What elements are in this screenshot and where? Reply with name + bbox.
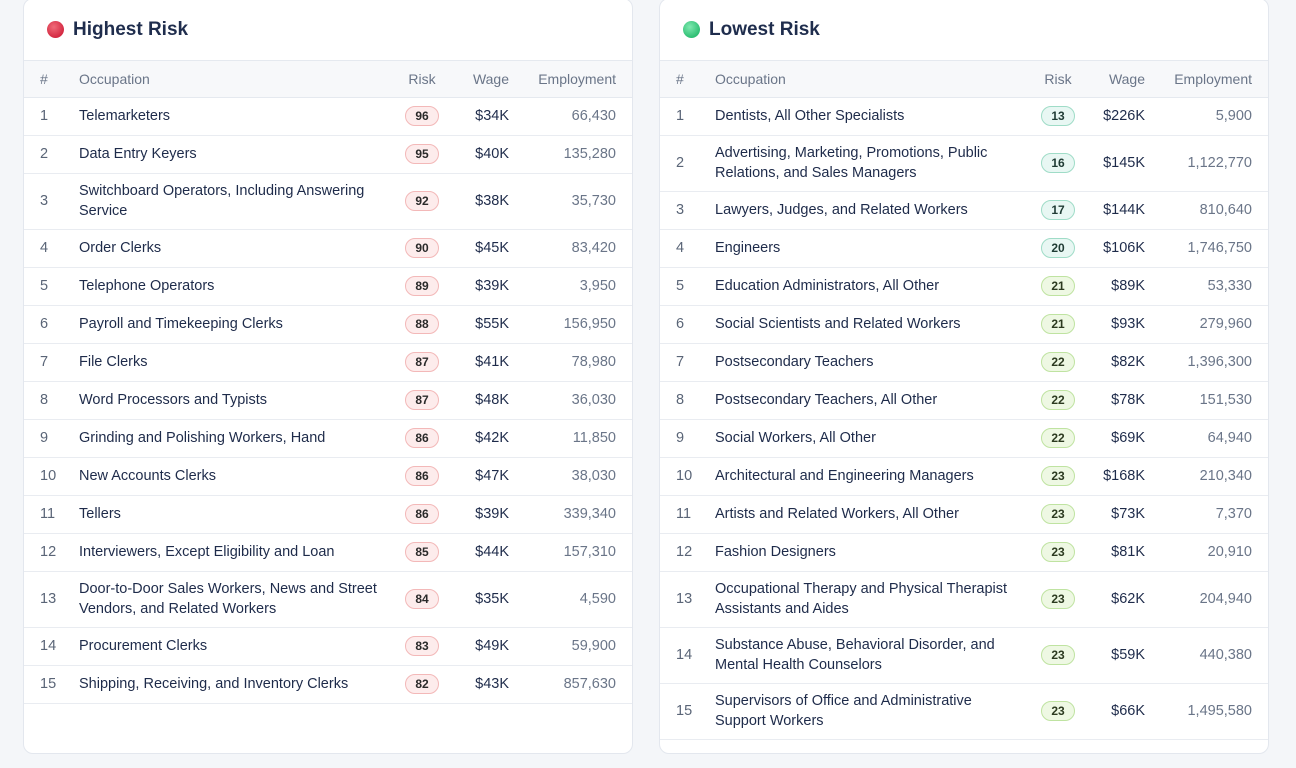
row-wage: $43K xyxy=(447,665,509,703)
row-wage: $78K xyxy=(1083,381,1145,419)
row-rank: 4 xyxy=(660,229,715,267)
row-rank: 12 xyxy=(660,533,715,571)
row-rank: 9 xyxy=(24,419,79,457)
table-row[interactable] xyxy=(24,305,632,343)
row-rank: 10 xyxy=(660,457,715,495)
row-occupation: Advertising, Marketing, Promotions, Public Relations, and Sales Managers xyxy=(715,135,1033,191)
table-row[interactable] xyxy=(24,419,632,457)
row-occupation: Shipping, Receiving, and Inventory Clerks xyxy=(79,665,397,703)
table-row[interactable] xyxy=(660,135,1268,191)
row-rank: 2 xyxy=(660,135,715,191)
column-header-employment[interactable]: Employment xyxy=(1145,61,1268,97)
row-employment: 151,530 xyxy=(1145,381,1268,419)
row-rank: 15 xyxy=(660,683,715,739)
row-occupation: Fashion Designers xyxy=(715,533,1033,571)
row-rank: 11 xyxy=(660,495,715,533)
row-wage: $73K xyxy=(1083,495,1145,533)
row-occupation: Dentists, All Other Specialists xyxy=(715,97,1033,135)
row-employment: 7,370 xyxy=(1145,495,1268,533)
row-employment: 857,630 xyxy=(509,665,632,703)
table-row[interactable] xyxy=(660,627,1268,683)
row-occupation: Switchboard Operators, Including Answering Service xyxy=(79,173,397,229)
row-employment: 210,340 xyxy=(1145,457,1268,495)
risk-badge: 22 xyxy=(1041,390,1075,410)
table-row[interactable] xyxy=(24,571,632,627)
row-rank: 7 xyxy=(660,343,715,381)
row-risk-cell xyxy=(397,627,447,665)
row-wage: $106K xyxy=(1083,229,1145,267)
row-occupation: Artists and Related Workers, All Other xyxy=(715,495,1033,533)
row-employment: 53,330 xyxy=(1145,267,1268,305)
row-wage: $34K xyxy=(447,97,509,135)
risk-badge: 13 xyxy=(1041,106,1075,126)
risk-badge: 86 xyxy=(405,504,439,524)
risk-badge: 85 xyxy=(405,542,439,562)
column-header-risk[interactable]: Risk xyxy=(1033,61,1083,97)
row-risk-cell xyxy=(1033,419,1083,457)
row-occupation: File Clerks xyxy=(79,343,397,381)
row-employment: 1,122,770 xyxy=(1145,135,1268,191)
risk-badge: 95 xyxy=(405,144,439,164)
row-risk-cell xyxy=(397,495,447,533)
highest-risk-rows xyxy=(24,97,632,703)
row-rank: 7 xyxy=(24,343,79,381)
risk-badge: 88 xyxy=(405,314,439,334)
row-wage: $39K xyxy=(447,267,509,305)
row-risk-cell xyxy=(397,457,447,495)
row-rank: 6 xyxy=(660,305,715,343)
row-employment: 35,730 xyxy=(509,173,632,229)
row-occupation: Postsecondary Teachers xyxy=(715,343,1033,381)
row-employment: 156,950 xyxy=(509,305,632,343)
row-rank: 12 xyxy=(24,533,79,571)
row-wage: $226K xyxy=(1083,97,1145,135)
risk-badge: 90 xyxy=(405,238,439,258)
lowest-risk-table xyxy=(660,61,1268,740)
row-employment: 279,960 xyxy=(1145,305,1268,343)
table-header-row xyxy=(24,61,632,97)
table-header-row xyxy=(660,61,1268,97)
row-wage: $144K xyxy=(1083,191,1145,229)
row-rank: 6 xyxy=(24,305,79,343)
row-risk-cell xyxy=(1033,97,1083,135)
lowest-risk-header xyxy=(660,0,1268,61)
row-occupation: Education Administrators, All Other xyxy=(715,267,1033,305)
row-wage: $39K xyxy=(447,495,509,533)
row-employment: 78,980 xyxy=(509,343,632,381)
table-row[interactable] xyxy=(24,267,632,305)
row-occupation: Postsecondary Teachers, All Other xyxy=(715,381,1033,419)
row-wage: $48K xyxy=(447,381,509,419)
row-wage: $59K xyxy=(1083,627,1145,683)
table-row[interactable] xyxy=(24,495,632,533)
row-wage: $82K xyxy=(1083,343,1145,381)
highest-risk-title: Highest Risk xyxy=(73,18,189,40)
row-wage: $41K xyxy=(447,343,509,381)
row-rank: 8 xyxy=(24,381,79,419)
row-rank: 1 xyxy=(660,97,715,135)
row-risk-cell xyxy=(397,229,447,267)
row-occupation: Tellers xyxy=(79,495,397,533)
row-wage: $93K xyxy=(1083,305,1145,343)
row-wage: $38K xyxy=(447,173,509,229)
row-rank: 5 xyxy=(660,267,715,305)
row-occupation: Lawyers, Judges, and Related Workers xyxy=(715,191,1033,229)
row-risk-cell xyxy=(1033,457,1083,495)
highest-risk-card xyxy=(23,0,633,754)
table-row[interactable] xyxy=(24,533,632,571)
row-rank: 14 xyxy=(660,627,715,683)
row-risk-cell xyxy=(1033,305,1083,343)
risk-badge: 83 xyxy=(405,636,439,656)
row-occupation: Substance Abuse, Behavioral Disorder, and Mental Health Counselors xyxy=(715,627,1033,683)
row-employment: 36,030 xyxy=(509,381,632,419)
row-wage: $69K xyxy=(1083,419,1145,457)
row-wage: $42K xyxy=(447,419,509,457)
table-row[interactable] xyxy=(660,305,1268,343)
row-risk-cell xyxy=(1033,267,1083,305)
row-rank: 4 xyxy=(24,229,79,267)
row-employment: 66,430 xyxy=(509,97,632,135)
column-header-num[interactable]: # xyxy=(660,61,715,97)
risk-badge: 96 xyxy=(405,106,439,126)
row-wage: $62K xyxy=(1083,571,1145,627)
risk-badge: 92 xyxy=(405,191,439,211)
column-header-num[interactable]: # xyxy=(24,61,79,97)
row-employment: 135,280 xyxy=(509,135,632,173)
row-occupation: Occupational Therapy and Physical Therapist Assistants and Aides xyxy=(715,571,1033,627)
row-wage: $168K xyxy=(1083,457,1145,495)
row-occupation: New Accounts Clerks xyxy=(79,457,397,495)
column-header-risk[interactable]: Risk xyxy=(397,61,447,97)
row-occupation: Interviewers, Except Eligibility and Loan xyxy=(79,533,397,571)
row-occupation: Word Processors and Typists xyxy=(79,381,397,419)
risk-badge: 22 xyxy=(1041,352,1075,372)
table-row[interactable] xyxy=(24,381,632,419)
table-row[interactable] xyxy=(660,457,1268,495)
row-risk-cell xyxy=(397,381,447,419)
row-risk-cell xyxy=(397,665,447,703)
row-employment: 1,396,300 xyxy=(1145,343,1268,381)
column-header-employment[interactable]: Employment xyxy=(509,61,632,97)
row-rank: 2 xyxy=(24,135,79,173)
table-row[interactable] xyxy=(660,571,1268,627)
risk-badge: 23 xyxy=(1041,589,1075,609)
row-rank: 3 xyxy=(660,191,715,229)
highest-risk-header xyxy=(24,0,632,61)
row-rank: 10 xyxy=(24,457,79,495)
row-occupation: Order Clerks xyxy=(79,229,397,267)
row-risk-cell xyxy=(1033,191,1083,229)
row-employment: 11,850 xyxy=(509,419,632,457)
table-row[interactable] xyxy=(660,495,1268,533)
risk-badge: 89 xyxy=(405,276,439,296)
row-risk-cell xyxy=(1033,343,1083,381)
table-row[interactable] xyxy=(660,381,1268,419)
column-header-wage[interactable]: Wage xyxy=(1083,61,1145,97)
table-row[interactable] xyxy=(660,229,1268,267)
row-occupation: Supervisors of Office and Administrative Support Workers xyxy=(715,683,1033,739)
row-risk-cell xyxy=(1033,627,1083,683)
row-risk-cell xyxy=(397,533,447,571)
risk-badge: 17 xyxy=(1041,200,1075,220)
risk-badge: 22 xyxy=(1041,428,1075,448)
row-rank: 3 xyxy=(24,173,79,229)
table-row[interactable] xyxy=(24,457,632,495)
row-risk-cell xyxy=(1033,571,1083,627)
risk-badge: 21 xyxy=(1041,276,1075,296)
row-risk-cell xyxy=(397,305,447,343)
row-occupation: Social Scientists and Related Workers xyxy=(715,305,1033,343)
row-rank: 15 xyxy=(24,665,79,703)
risk-badge: 87 xyxy=(405,352,439,372)
row-wage: $35K xyxy=(447,571,509,627)
row-occupation: Telephone Operators xyxy=(79,267,397,305)
row-wage: $49K xyxy=(447,627,509,665)
table-row[interactable] xyxy=(660,343,1268,381)
row-rank: 9 xyxy=(660,419,715,457)
row-risk-cell xyxy=(397,135,447,173)
table-row[interactable] xyxy=(660,267,1268,305)
row-employment: 20,910 xyxy=(1145,533,1268,571)
row-employment: 440,380 xyxy=(1145,627,1268,683)
row-employment: 1,746,750 xyxy=(1145,229,1268,267)
row-wage: $44K xyxy=(447,533,509,571)
row-rank: 1 xyxy=(24,97,79,135)
row-rank: 14 xyxy=(24,627,79,665)
risk-badge: 82 xyxy=(405,674,439,694)
row-risk-cell xyxy=(397,97,447,135)
row-occupation: Procurement Clerks xyxy=(79,627,397,665)
table-row[interactable] xyxy=(660,419,1268,457)
risk-badge: 20 xyxy=(1041,238,1075,258)
table-row[interactable] xyxy=(660,97,1268,135)
row-employment: 810,640 xyxy=(1145,191,1268,229)
column-header-occupation[interactable]: Occupation xyxy=(79,61,397,97)
row-wage: $145K xyxy=(1083,135,1145,191)
row-wage: $47K xyxy=(447,457,509,495)
row-rank: 13 xyxy=(24,571,79,627)
table-row[interactable] xyxy=(24,627,632,665)
row-risk-cell xyxy=(397,173,447,229)
red-dot-icon xyxy=(47,21,64,38)
row-employment: 59,900 xyxy=(509,627,632,665)
green-dot-icon xyxy=(683,21,700,38)
row-occupation: Engineers xyxy=(715,229,1033,267)
row-wage: $81K xyxy=(1083,533,1145,571)
row-employment: 4,590 xyxy=(509,571,632,627)
risk-badge: 23 xyxy=(1041,701,1075,721)
row-risk-cell xyxy=(1033,533,1083,571)
risk-badge: 23 xyxy=(1041,645,1075,665)
row-risk-cell xyxy=(1033,495,1083,533)
row-occupation: Door-to-Door Sales Workers, News and Street Vendors, and Related Workers xyxy=(79,571,397,627)
row-occupation: Grinding and Polishing Workers, Hand xyxy=(79,419,397,457)
row-wage: $66K xyxy=(1083,683,1145,739)
row-occupation: Data Entry Keyers xyxy=(79,135,397,173)
table-row[interactable] xyxy=(660,191,1268,229)
row-rank: 8 xyxy=(660,381,715,419)
table-row[interactable] xyxy=(24,229,632,267)
row-rank: 13 xyxy=(660,571,715,627)
row-employment: 83,420 xyxy=(509,229,632,267)
row-employment: 1,495,580 xyxy=(1145,683,1268,739)
row-employment: 339,340 xyxy=(509,495,632,533)
row-employment: 157,310 xyxy=(509,533,632,571)
row-risk-cell xyxy=(397,419,447,457)
row-occupation: Payroll and Timekeeping Clerks xyxy=(79,305,397,343)
row-wage: $55K xyxy=(447,305,509,343)
row-risk-cell xyxy=(1033,135,1083,191)
risk-badge: 86 xyxy=(405,466,439,486)
risk-badge: 23 xyxy=(1041,466,1075,486)
table-row[interactable] xyxy=(24,135,632,173)
table-row[interactable] xyxy=(24,97,632,135)
row-employment: 5,900 xyxy=(1145,97,1268,135)
table-row[interactable] xyxy=(660,683,1268,739)
risk-badge: 23 xyxy=(1041,542,1075,562)
row-wage: $40K xyxy=(447,135,509,173)
column-header-wage[interactable]: Wage xyxy=(447,61,509,97)
row-employment: 38,030 xyxy=(509,457,632,495)
row-wage: $89K xyxy=(1083,267,1145,305)
row-risk-cell xyxy=(1033,229,1083,267)
row-rank: 11 xyxy=(24,495,79,533)
row-employment: 64,940 xyxy=(1145,419,1268,457)
risk-badge: 87 xyxy=(405,390,439,410)
highest-risk-table xyxy=(24,61,632,704)
lowest-risk-rows xyxy=(660,97,1268,739)
row-risk-cell xyxy=(397,343,447,381)
risk-badge: 23 xyxy=(1041,504,1075,524)
row-risk-cell xyxy=(1033,683,1083,739)
row-occupation: Telemarketers xyxy=(79,97,397,135)
table-row[interactable] xyxy=(24,343,632,381)
table-row[interactable] xyxy=(24,173,632,229)
row-occupation: Architectural and Engineering Managers xyxy=(715,457,1033,495)
row-risk-cell xyxy=(397,267,447,305)
risk-badge: 16 xyxy=(1041,153,1075,173)
row-rank: 5 xyxy=(24,267,79,305)
row-risk-cell xyxy=(1033,381,1083,419)
lowest-risk-title: Lowest Risk xyxy=(709,18,820,40)
row-employment: 204,940 xyxy=(1145,571,1268,627)
risk-badge: 21 xyxy=(1041,314,1075,334)
row-risk-cell xyxy=(397,571,447,627)
risk-badge: 86 xyxy=(405,428,439,448)
table-row[interactable] xyxy=(24,665,632,703)
lowest-risk-card xyxy=(659,0,1269,754)
risk-badge: 84 xyxy=(405,589,439,609)
row-wage: $45K xyxy=(447,229,509,267)
column-header-occupation[interactable]: Occupation xyxy=(715,61,1033,97)
row-occupation: Social Workers, All Other xyxy=(715,419,1033,457)
row-employment: 3,950 xyxy=(509,267,632,305)
table-row[interactable] xyxy=(660,533,1268,571)
